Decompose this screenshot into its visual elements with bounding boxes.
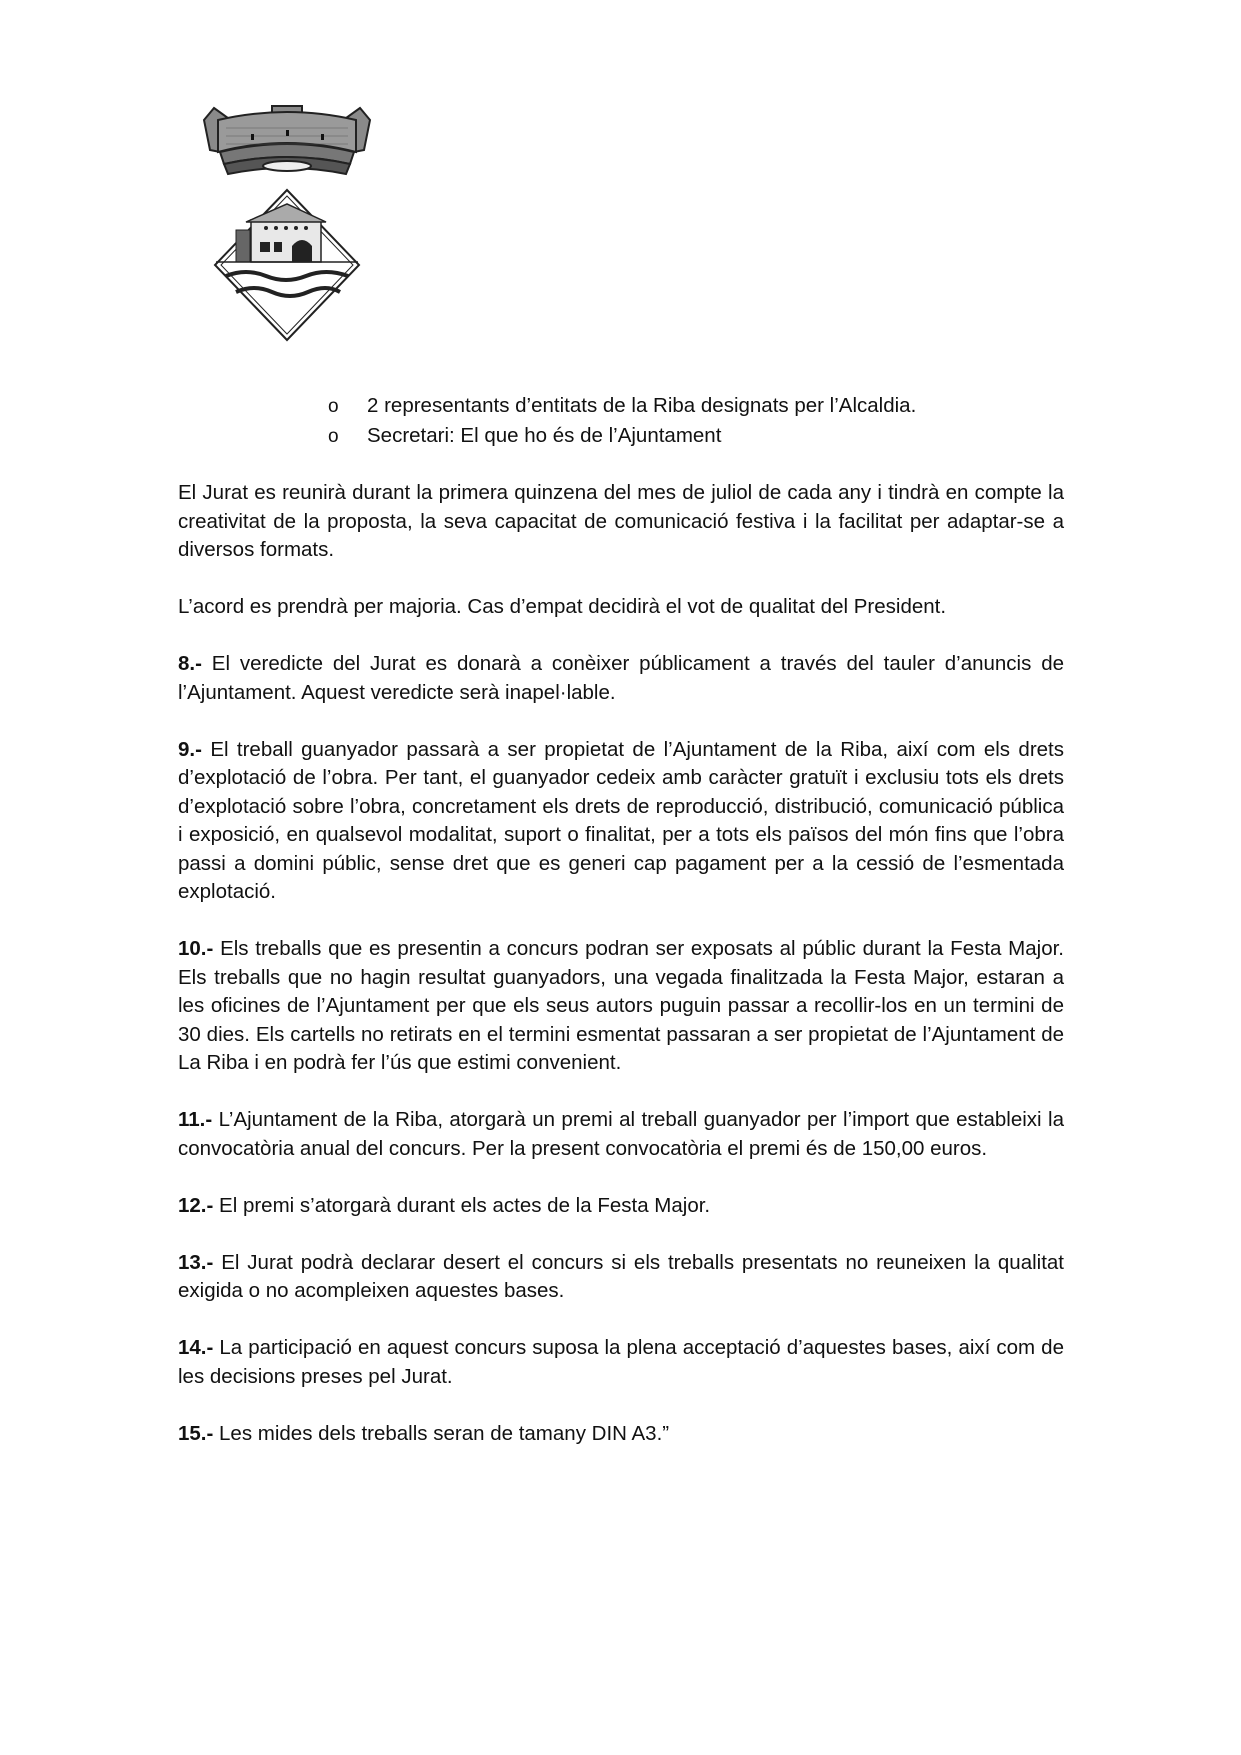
crown-icon xyxy=(204,106,370,174)
paragraph xyxy=(178,593,1064,622)
list-item-text: 2 representants d’entitats de la Riba designats per l’Alcaldia. xyxy=(367,394,917,417)
clause-number: 15.- xyxy=(178,1421,214,1445)
clause-text: L’Ajuntament de la Riba, atorgarà un premi al treball guanyador per l’import que estableixi la convocatòria anual del concurs. Per la present convocatòria el premi és de 150,00 euros. xyxy=(178,1108,1064,1160)
clause-text: El Jurat podrà declarar desert el concurs si els treballs presentats no reuneixen la qualitat exigida o no acompleixen aquestes bases. xyxy=(178,1250,1064,1302)
shield-icon xyxy=(215,190,359,340)
list-item xyxy=(328,422,1064,452)
list-item-text: Secretari: El que ho és de l’Ajuntament xyxy=(367,423,722,447)
bullet-marker: o xyxy=(328,425,339,447)
clause-text: Els treballs que es presentin a concurs podran ser exposats al públic durant la Festa Major. Els treballs que no hagin resultat guanyadors, una vegada finalitzada la Festa Major, estaran a les oficines de l’Ajuntament per que els seus autors puguin passar a recollir-los en un termini de 30 dies. Els cartells no retirats en el termini esmentat passaran a ser propietat de l’Ajuntament de La Riba i en podrà fer l’ús que estimi convenient. xyxy=(178,937,1064,1074)
clause-text: El treball guanyador passarà a ser propietat de l’Ajuntament de la Riba, així com els drets d’explotació de l’obra. Per tant, el guanyador cedeix amb caràcter gratuït i exclusiu tots els drets d’explotació sobre l’obra, concretament els drets de reproducció, distribució, comunicació pública i exposició, en qualsevol modalitat, suport o finalitat, per a tots els països del món fins que l’obra passi a domini públic, sense dret que es generi cap pagament per a la cessió de l’esmentada explotació. xyxy=(178,737,1064,903)
clause-text: Les mides dels treballs seran de tamany DIN A3.” xyxy=(219,1421,670,1445)
municipal-coat-of-arms xyxy=(196,100,378,354)
clause-15 xyxy=(178,1420,1064,1449)
document-body xyxy=(178,392,1064,1477)
clause-text: La participació en aquest concurs suposa la plena acceptació d’aquestes bases, així com de les decisions preses pel Jurat. xyxy=(178,1336,1064,1388)
paragraph-text: L’acord es prendrà per majoria. Cas d’empat decidirà el vot de qualitat del President. xyxy=(178,595,947,618)
clause-number: 14.- xyxy=(178,1336,214,1359)
clause-13 xyxy=(178,1249,1064,1306)
clause-text: El premi s’atorgarà durant els actes de la Festa Major. xyxy=(219,1193,711,1217)
clause-number: 9.- xyxy=(178,737,202,761)
list-item xyxy=(328,392,1064,422)
jury-members-list xyxy=(328,392,1064,451)
clause-12 xyxy=(178,1192,1064,1221)
paragraph-text: El Jurat es reunirà durant la primera quinzena del mes de juliol de cada any i tindrà en compte la creativitat de la proposta, la seva capacitat de comunicació festiva i la facilitat per adaptar-se a diversos formats. xyxy=(178,481,1064,561)
clause-number: 8.- xyxy=(178,652,202,675)
clause-10 xyxy=(178,935,1064,1078)
clause-14 xyxy=(178,1334,1064,1391)
clause-number: 10.- xyxy=(178,937,214,960)
clause-9 xyxy=(178,736,1064,907)
clause-number: 12.- xyxy=(178,1193,214,1217)
clause-number: 11.- xyxy=(178,1108,213,1131)
bullet-marker: o xyxy=(328,396,339,417)
clause-8 xyxy=(178,650,1064,707)
paragraph xyxy=(178,479,1064,565)
clause-text: El veredicte del Jurat es donarà a conèixer públicament a través del tauler d’anuncis de l’Ajuntament. Aquest veredicte serà inapel·lable. xyxy=(178,652,1065,704)
clause-11 xyxy=(178,1106,1064,1163)
clause-number: 13.- xyxy=(178,1250,214,1274)
